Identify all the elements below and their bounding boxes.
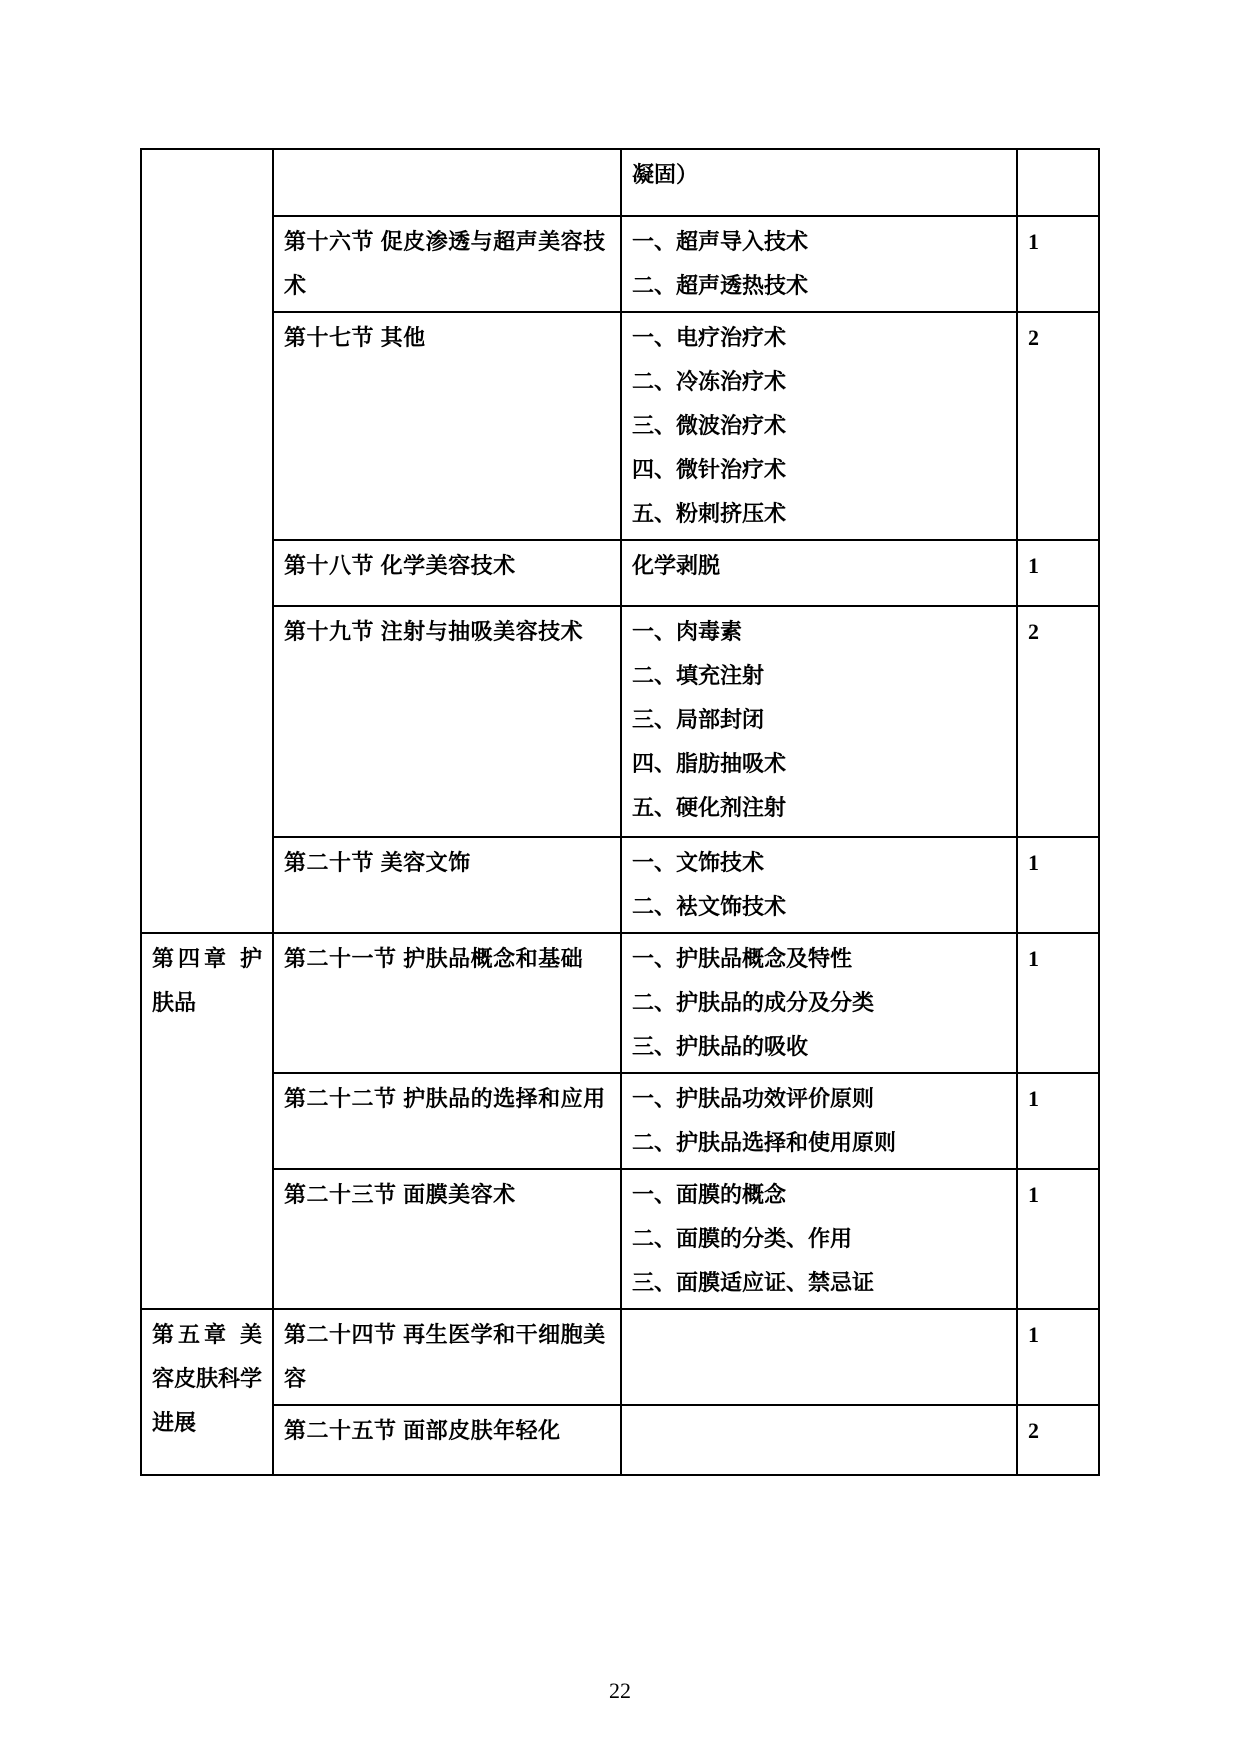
content-item: 一、面膜的概念	[632, 1182, 787, 1207]
content-item: 三、护肤品的吸收	[632, 1034, 809, 1059]
content-item: 三、微波治疗术	[632, 413, 787, 438]
table-row	[141, 606, 1099, 837]
content-item: 二、超声透热技术	[632, 273, 809, 298]
content-cell	[621, 216, 1017, 312]
section-cell: 第二十三节 面膜美容术	[273, 1169, 621, 1309]
content-item: 凝固）	[632, 162, 699, 187]
section-cell: 第十六节 促皮渗透与超声美容技术	[273, 216, 621, 312]
content-cell	[621, 1405, 1017, 1475]
table-row	[141, 1073, 1099, 1169]
content-item: 五、硬化剂注射	[632, 795, 787, 820]
chapter-cell: 第四章 护肤品	[141, 933, 273, 1309]
table-row	[141, 1169, 1099, 1309]
section-cell: 第二十一节 护肤品概念和基础	[273, 933, 621, 1073]
hours-cell: 1	[1017, 540, 1099, 606]
table-row	[141, 933, 1099, 1073]
hours-cell: 1	[1017, 933, 1099, 1073]
content-item: 一、护肤品功效评价原则	[632, 1086, 875, 1111]
content-cell	[621, 1073, 1017, 1169]
content-cell	[621, 837, 1017, 933]
content-item: 一、电疗治疗术	[632, 325, 787, 350]
content-cell	[621, 149, 1017, 216]
hours-cell: 2	[1017, 1405, 1099, 1475]
table-row	[141, 312, 1099, 540]
content-item: 三、面膜适应证、禁忌证	[632, 1270, 875, 1295]
content-item: 一、肉毒素	[632, 619, 743, 644]
content-cell	[621, 1169, 1017, 1309]
table-row	[141, 216, 1099, 312]
content-item: 四、微针治疗术	[632, 457, 787, 482]
hours-cell: 1	[1017, 216, 1099, 312]
page-number: 22	[609, 1678, 631, 1703]
content-cell	[621, 312, 1017, 540]
content-item: 二、填充注射	[632, 663, 765, 688]
section-cell: 第二十节 美容文饰	[273, 837, 621, 933]
content-item: 一、超声导入技术	[632, 229, 809, 254]
content-item: 一、护肤品概念及特性	[632, 946, 853, 971]
section-cell: 第二十二节 护肤品的选择和应用	[273, 1073, 621, 1169]
hours-cell: 1	[1017, 1073, 1099, 1169]
section-cell: 第二十五节 面部皮肤年轻化	[273, 1405, 621, 1475]
table-row	[141, 149, 1099, 216]
section-cell: 第十八节 化学美容技术	[273, 540, 621, 606]
content-item: 二、面膜的分类、作用	[632, 1226, 853, 1251]
section-cell: 第十七节 其他	[273, 312, 621, 540]
content-cell	[621, 540, 1017, 606]
section-cell: 第二十四节 再生医学和干细胞美容	[273, 1309, 621, 1405]
content-cell	[621, 933, 1017, 1073]
section-cell	[273, 149, 621, 216]
hours-cell: 1	[1017, 1169, 1099, 1309]
table-row	[141, 1405, 1099, 1475]
content-cell	[621, 1309, 1017, 1405]
content-item: 四、脂肪抽吸术	[632, 751, 787, 776]
hours-cell	[1017, 149, 1099, 216]
content-cell	[621, 606, 1017, 837]
hours-cell: 1	[1017, 837, 1099, 933]
syllabus-table	[140, 148, 1100, 1476]
hours-cell: 2	[1017, 606, 1099, 837]
content-item: 二、冷冻治疗术	[632, 369, 787, 394]
table-row	[141, 540, 1099, 606]
chapter-cell: 第五章 美容皮肤科学进展	[141, 1309, 273, 1475]
content-item: 二、护肤品的成分及分类	[632, 990, 875, 1015]
content-item: 化学剥脱	[632, 553, 721, 578]
table-row	[141, 1309, 1099, 1405]
content-item: 二、护肤品选择和使用原则	[632, 1130, 897, 1155]
table-row	[141, 837, 1099, 933]
content-item: 五、粉刺挤压术	[632, 501, 787, 526]
hours-cell: 2	[1017, 312, 1099, 540]
hours-cell: 1	[1017, 1309, 1099, 1405]
section-cell: 第十九节 注射与抽吸美容技术	[273, 606, 621, 837]
content-item: 二、袪文饰技术	[632, 894, 787, 919]
content-item: 一、文饰技术	[632, 850, 765, 875]
chapter-cell	[141, 149, 273, 933]
content-item: 三、局部封闭	[632, 707, 765, 732]
